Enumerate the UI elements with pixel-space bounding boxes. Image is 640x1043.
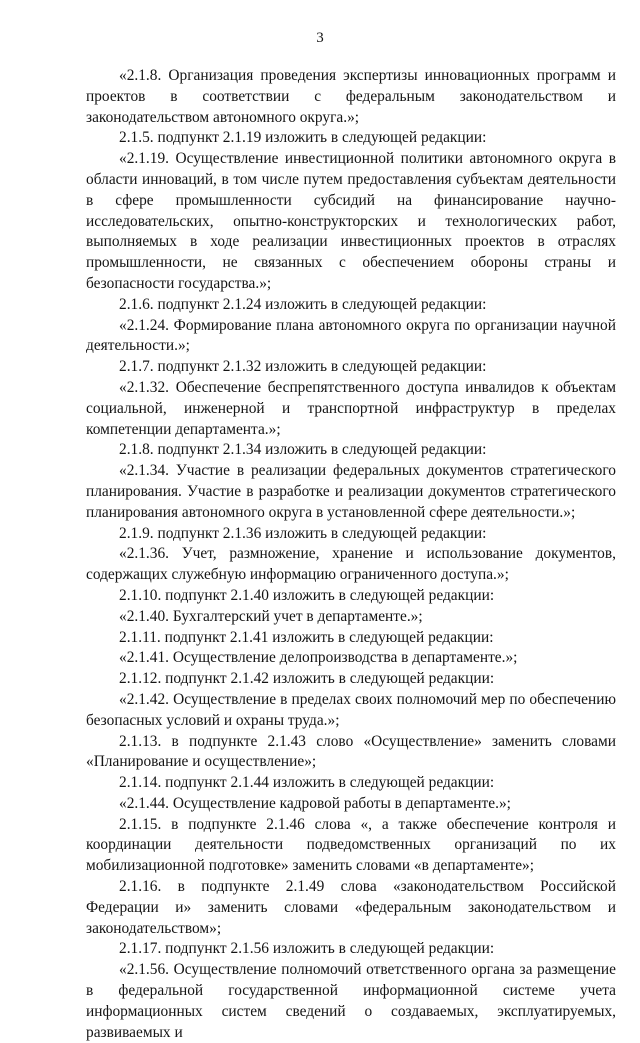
paragraph: 2.1.14. подпункт 2.1.44 изложить в следующей редакции: [119,774,495,792]
paragraph: 2.1.8. подпункт 2.1.34 изложить в следующей редакции: [119,441,487,459]
paragraph: 2.1.12. подпункт 2.1.42 изложить в следующей редакции: [119,670,495,688]
paragraph: «2.1.42. Осуществление в пределах своих полномочий мер по обеспечению безопасных условий и охраны труда.»; [86,690,616,729]
paragraph: 2.1.17. подпункт 2.1.56 изложить в следующей редакции: [119,940,495,958]
document-body [86,66,616,1043]
paragraph: 2.1.9. подпункт 2.1.36 изложить в следующей редакции: [119,524,487,542]
paragraph: 2.1.10. подпункт 2.1.40 изложить в следующей редакции: [119,586,495,604]
paragraph: 2.1.16. в подпункте 2.1.49 слова «законодательством Российской Федерации и» заменить словами «федеральным законодательством и законодательством»; [86,878,616,937]
paragraph: «2.1.36. Учет, размножение, хранение и использование документов, содержащих служебную информацию ограниченного доступа.»; [86,545,616,584]
paragraph: 2.1.15. в подпункте 2.1.46 слова «, а также обеспечение контроля и координации деятельности подведомственных организаций по их мобилизационной подготовке» заменить словами «в департаменте»; [86,815,616,875]
paragraph: «2.1.32. Обеспечение беспрепятственного доступа инвалидов к объектам социальной, инженерной и транспортной инфраструктур в пределах компетенции департамента.»; [86,378,616,438]
paragraph: «2.1.8. Организация проведения экспертизы инновационных программ и проектов в соответствии с федеральным законодательством и законодательством автономного округа.»; [86,67,616,126]
paragraph: 2.1.7. подпункт 2.1.32 изложить в следующей редакции: [119,358,487,376]
paragraph: «2.1.41. Осуществление делопроизводства в департаменте.»; [119,649,518,667]
paragraph: «2.1.34. Участие в реализации федеральных документов стратегического планирования. Участие в разработке и реализации документов стратегического планирования автономного округа в установленной сфере деятельности.»; [86,462,616,521]
paragraph: 2.1.11. подпункт 2.1.41 изложить в следующей редакции: [119,628,494,646]
paragraph: 2.1.13. в подпункте 2.1.43 слово «Осуществление» заменить словами «Планирование и осуществление»; [86,732,616,771]
page-number: 3 [316,30,324,46]
paragraph: «2.1.40. Бухгалтерский учет в департаменте.»; [119,607,423,625]
paragraph: «2.1.44. Осуществление кадровой работы в департаменте.»; [119,794,511,812]
paragraph: 2.1.5. подпункт 2.1.19 изложить в следующей редакции: [119,129,487,147]
paragraph: 2.1.6. подпункт 2.1.24 изложить в следующей редакции: [119,295,487,313]
paragraph: «2.1.24. Формирование плана автономного округа по организации научной деятельности.»; [86,316,616,355]
paragraph: «2.1.19. Осуществление инвестиционной политики автономного округа в области инноваций, в том числе путем предоставления субъектам деятельности в сфере промышленности субсидий на финансирование научно-исследовательских, опытно-конструкторских и технологических работ, выполняемых в ходе реализации инвестиционных проектов в отраслях промышленности, не связанных с обеспечением обороны страны и безопасности государства.»; [86,150,616,292]
paragraph: «2.1.56. Осуществление полномочий ответственного органа за размещение в федеральной государственной информационной системе учета информационных систем сведений о создаваемых, эксплуатируемых, развиваемых и [86,961,616,1041]
